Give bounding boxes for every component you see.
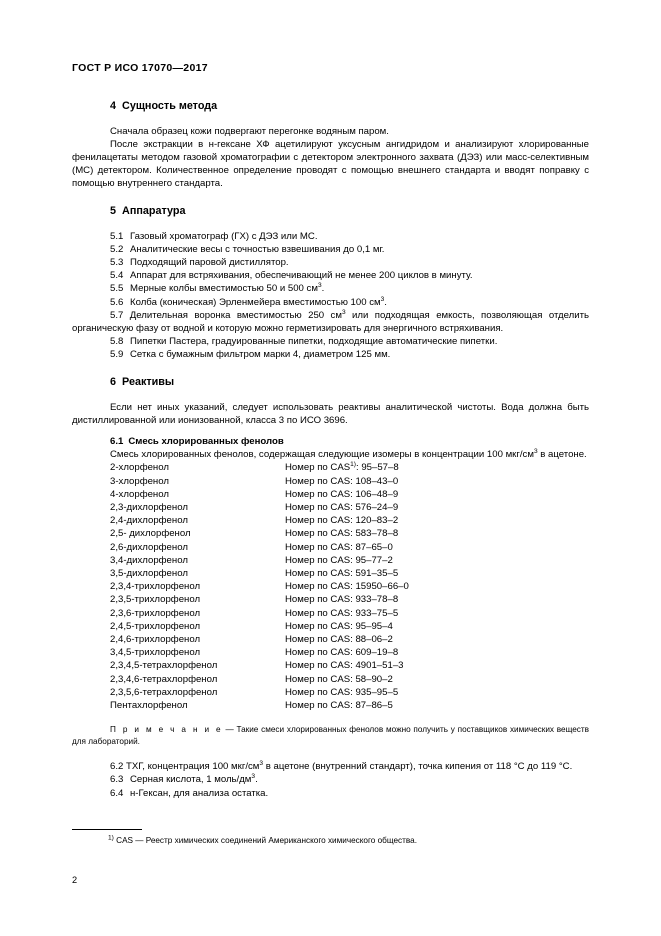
cas-cell: Номер по CAS: 4901–51–3 [285, 660, 404, 672]
cas-number: 4901–51–3 [355, 660, 404, 672]
table-row [110, 461, 409, 474]
table-row [110, 673, 409, 686]
cas-label: Номер по CAS [285, 633, 351, 645]
compound-name: 2,3,4-трихлорфенол [110, 581, 201, 593]
cas-number: 576–24–9 [355, 501, 399, 513]
cas-label: Номер по CAS [285, 462, 351, 474]
document-header: ГОСТ Р ИСО 17070—2017 [72, 62, 208, 74]
cas-number: 95–57–8 [361, 462, 399, 474]
table-row [110, 541, 409, 554]
section-title-6: Реактивы [122, 375, 175, 388]
table-row [110, 607, 409, 620]
subsection-number: 6.1 [110, 435, 124, 447]
table-row [110, 567, 409, 580]
clause-tail: или подходящая емкость, позволяющая отделить органическую фазу от водной и которую можно герметизировать для энергичного встряхивания. [72, 309, 589, 334]
compound-name: Пентахлорфенол [110, 699, 188, 711]
table-row [110, 659, 409, 672]
clause-text: Колба (коническая) Эрленмейера вместимостью 100 см [130, 296, 381, 308]
cas-number: 95–95–4 [355, 620, 393, 632]
clause-text-a: н-Гексан, для анализа остатка. [130, 787, 269, 799]
cas-label: Номер по CAS [285, 541, 351, 553]
clause-tail: . [384, 296, 387, 308]
cas-number: 88–06–2 [355, 633, 393, 645]
cas-label: Номер по CAS [285, 501, 351, 513]
table-row [110, 699, 409, 712]
clause-5-8 [72, 335, 589, 348]
cas-cell: Номер по CAS: 120–83–2 [285, 515, 399, 527]
cas-label: Номер по CAS [285, 699, 351, 711]
cas-label: Номер по CAS [285, 607, 351, 619]
footnote-body: CAS — Реестр химических соединений Американского химического общества. [113, 836, 417, 845]
table-row [110, 620, 409, 633]
clause-5-9 [72, 348, 589, 361]
cas-label: Номер по CAS [285, 660, 351, 672]
cas-label: Номер по CAS [285, 647, 351, 659]
cas-cell: Номер по CAS: 95–95–4 [285, 620, 393, 632]
table-row [110, 633, 409, 646]
section-heading-6 [72, 376, 589, 389]
table-row [110, 580, 409, 593]
clause-text-a: ТХГ, концентрация 100 мкг/см [126, 761, 260, 773]
clause-number: 5.8 [110, 336, 124, 348]
compound-name: 2,3,4,5-тетрахлорфенол [110, 660, 218, 672]
clause-number: 5.3 [110, 256, 124, 268]
clause-number: 5.5 [110, 283, 124, 295]
compound-name: 3,4-дихлорфенол [110, 554, 188, 566]
clause-number: 5.4 [110, 270, 124, 282]
superscript: 3 [259, 759, 264, 767]
superscript: 3 [341, 308, 346, 316]
clause-5-1 [72, 230, 589, 243]
table-body [110, 461, 409, 712]
clause-text: Аппарат для встряхивания, обеспечивающий не менее 200 циклов в минуту. [130, 270, 473, 282]
cas-number: 15950–66–0 [355, 581, 409, 593]
cas-cell: Номер по CAS: 108–43–0 [285, 475, 399, 487]
page-number: 2 [72, 875, 78, 885]
cas-number: 583–78–8 [355, 528, 399, 540]
table-row [110, 527, 409, 540]
footnote-marker: 1) [350, 461, 356, 469]
section-heading-5 [72, 205, 589, 218]
clause-text: Газовый хроматограф (ГХ) с ДЭЗ или МС. [130, 230, 318, 242]
clause-text: Пипетки Пастера, градуированные пипетки, подходящие автоматические пипетки. [130, 336, 498, 348]
compound-name: 2,4,5-трихлорфенол [110, 620, 201, 632]
page-content [72, 0, 589, 800]
cas-cell: Номер по CAS: 591–35–5 [285, 567, 399, 579]
table-row [110, 501, 409, 514]
compound-name: 2,4-дихлорфенол [110, 515, 188, 527]
clause-5-4 [72, 269, 589, 282]
compound-name: 4-хлорфенол [110, 488, 169, 500]
clause-number: 5.7 [110, 309, 124, 321]
subsection-6-1-lead [72, 448, 589, 461]
clause-number: 5.6 [110, 296, 124, 308]
footnote-text [72, 835, 589, 847]
clause-6-3 [72, 773, 589, 786]
cas-cell: Номер по CAS$^{1)}$: 95–57–8 [285, 461, 399, 474]
cas-cell: Номер по CAS: 88–06–2 [285, 633, 393, 645]
cas-number: 87–65–0 [355, 541, 393, 553]
clause-text: Подходящий паровой дистиллятор. [130, 256, 289, 268]
clause-number: 5.9 [110, 349, 124, 361]
clause-text: Аналитические весы с точностью взвешивания до 0,1 мг. [130, 243, 385, 255]
superscript: 3 [380, 295, 385, 303]
clause-text-b: в ацетоне (внутренний стандарт), точка кипения от 118 °С до 119 °С. [263, 761, 573, 773]
cas-label: Номер по CAS [285, 686, 351, 698]
cas-cell: Номер по CAS: 933–78–8 [285, 594, 399, 606]
clause-number: 5.1 [110, 230, 124, 242]
cas-cell: Номер по CAS: 87–86–5 [285, 699, 393, 711]
table-row [110, 554, 409, 567]
compound-name: 3-хлорфенол [110, 475, 169, 487]
clause-text: Делительная воронка вместимостью 250 см [129, 309, 342, 321]
section-number-4: 4 [110, 99, 117, 112]
note-label: П р и м е ч а н и е [110, 725, 223, 735]
cas-cell: Номер по CAS: 576–24–9 [285, 501, 399, 513]
cas-label: Номер по CAS [285, 620, 351, 632]
compound-name: 2,3,4,6-тетрахлорфенол [110, 673, 218, 685]
cas-number: 87–86–5 [355, 699, 393, 711]
footnote-marker: 1) [108, 834, 114, 842]
compound-name: 2,6-дихлорфенол [110, 541, 188, 553]
clause-5-3 [72, 256, 589, 269]
table-row [110, 475, 409, 488]
cas-label: Номер по CAS [285, 554, 351, 566]
cas-number: 609–19–8 [355, 647, 399, 659]
compound-name: 2,3,5-трихлорфенол [110, 594, 201, 606]
cas-label: Номер по CAS [285, 581, 351, 593]
lead-text-a: Смесь хлорированных фенолов, содержащая следующие изомеры в концентрации 100 мкг/см [110, 449, 534, 461]
section-heading-4 [72, 100, 589, 113]
cas-cell: Номер по CAS: 583–78–8 [285, 528, 399, 540]
compound-name: 2,3,5,6-тетрахлорфенол [110, 686, 218, 698]
cas-number: 108–43–0 [355, 475, 399, 487]
chlorophenol-cas-table [110, 461, 409, 712]
clause-text-b: . [255, 774, 258, 786]
clause-text: Мерные колбы вместимостью 50 и 500 см [130, 283, 318, 295]
clause-6-4 [72, 787, 589, 800]
section-title-4: Сущность метода [122, 99, 218, 112]
clause-5-5 [72, 282, 589, 295]
cas-cell: Номер по CAS: 15950–66–0 [285, 581, 409, 593]
cas-cell: Номер по CAS: 95–77–2 [285, 554, 393, 566]
cas-label: Номер по CAS [285, 673, 351, 685]
cas-label: Номер по CAS [285, 515, 351, 527]
cas-number: 120–83–2 [355, 515, 399, 527]
compound-name: 2,3,6-трихлорфенол [110, 607, 201, 619]
section-title-5: Аппаратура [122, 204, 186, 217]
clause-text: Сетка с бумажным фильтром марки 4, диаметром 125 мм. [130, 349, 391, 361]
section4-paragraph-1: Сначала образец кожи подвергают перегонке водяным паром. [110, 125, 389, 137]
subsection-heading-6-1 [72, 435, 589, 448]
cas-number: 95–77–2 [355, 554, 393, 566]
cas-number: 933–78–8 [355, 594, 399, 606]
clause-5-2 [72, 243, 589, 256]
note-block [72, 724, 589, 748]
compound-name: 2-хлорфенол [110, 462, 169, 474]
clause-number: 6.4 [110, 787, 124, 799]
clause-text-a: Серная кислота, 1 моль/дм [130, 774, 252, 786]
cas-cell: Номер по CAS: 87–65–0 [285, 541, 393, 553]
cas-number: 933–75–5 [355, 607, 399, 619]
section6-intro: Если нет иных указаний, следует использовать реактивы аналитической чистоты. Вода должна быть дистиллированной или ионизованной, класса 3 по ИСО 3696. [72, 401, 589, 426]
superscript: 3 [533, 447, 538, 455]
cas-number: 935–95–5 [355, 686, 399, 698]
cas-label: Номер по CAS [285, 567, 351, 579]
clause-number: 6.3 [110, 774, 124, 786]
compound-name: 2,3-дихлорфенол [110, 501, 188, 513]
clause-5-6 [72, 296, 589, 309]
cas-number: 106–48–9 [355, 488, 399, 500]
lead-text-b: в ацетоне. [537, 449, 587, 461]
table-row [110, 593, 409, 606]
cas-label: Номер по CAS [285, 594, 351, 606]
note-text: — Такие смеси хлорированных фенолов можно получить у поставщиков химических веществ для лабораторий. [72, 725, 589, 747]
cas-cell: Номер по CAS: 609–19–8 [285, 647, 399, 659]
cas-cell: Номер по CAS: 106–48–9 [285, 488, 399, 500]
compound-name: 2,4,6-трихлорфенол [110, 633, 201, 645]
compound-name: 3,5-дихлорфенол [110, 567, 188, 579]
superscript: 3 [317, 282, 322, 290]
table-row [110, 514, 409, 527]
subsection-title: Смесь хлорированных фенолов [128, 435, 284, 447]
cas-number: 591–35–5 [355, 567, 399, 579]
superscript: 3 [251, 773, 256, 781]
cas-label: Номер по CAS [285, 475, 351, 487]
cas-number: 58–90–2 [355, 673, 393, 685]
clause-tail: . [321, 283, 325, 295]
cas-cell: Номер по CAS: 933–75–5 [285, 607, 399, 619]
clause-6-2 [72, 760, 589, 773]
clause-number: 5.2 [110, 243, 124, 255]
table-row [110, 488, 409, 501]
compound-name: 2,5- дихлорфенол [110, 528, 191, 540]
section-number-5: 5 [110, 204, 117, 217]
cas-cell: Номер по CAS: 935–95–5 [285, 686, 399, 698]
cas-cell: Номер по CAS: 58–90–2 [285, 673, 393, 685]
table-row [110, 646, 409, 659]
cas-label: Номер по CAS [285, 528, 351, 540]
compound-name: 3,4,5-трихлорфенол [110, 647, 201, 659]
clause-number: 6.2 [110, 761, 124, 773]
cas-label: Номер по CAS [285, 488, 351, 500]
section-number-6: 6 [110, 375, 117, 388]
section4-paragraph-2: После экстракции в н-гексане ХФ ацетилируют уксусным ангидридом и анализируют хлорированные фенилацетаты методом газовой хроматографии с детектором электронного захвата (ДЭЗ) или масс-селективным (МС) детектором. Количественное определение проводят с помощью внешнего стандарта и вводят поправку с помощью внутреннего стандарта. [72, 138, 589, 190]
footnote-area [72, 829, 589, 847]
table-row [110, 686, 409, 699]
clause-5-7 [72, 309, 589, 335]
